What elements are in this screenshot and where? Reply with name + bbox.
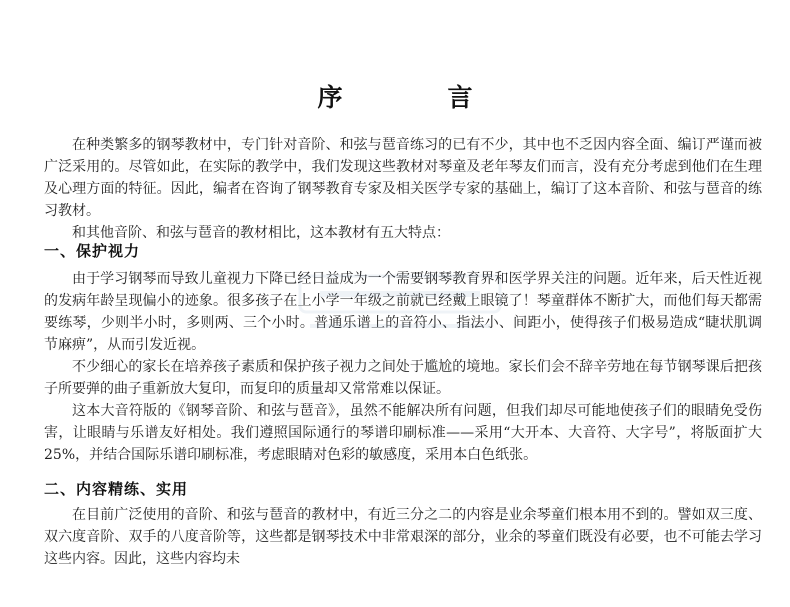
watermark-logo-icon: [290, 268, 510, 338]
section1-paragraph-2: 不少细心的家长在培养孩子素质和保护孩子视力之间处于尴尬的境地。家长们会不辞辛劳地在每节钢琴课后把孩子所要弹的曲子重新放大复印，而复印的质量却又常常难以保证。: [44, 359, 762, 397]
intro-block: [44, 134, 762, 244]
intro-paragraph-1: 在种类繁多的钢琴教材中，专门针对音阶、和弦与琶音练习的已有不少，其中也不乏因内容全面、编订严谨而被广泛采用的。尽管如此，在实际的教学中，我们发现这些教材对琴童及老年琴友们而言，没有充分考虑到他们在生理及心理方面的特征。因此，编者在咨询了钢琴教育专家及相关医学专家的基础上，编订了这本音阶、和弦与琶音的练习教材。: [44, 137, 762, 219]
section1-paragraph-1: 由于学习钢琴而导致儿童视力下降已经日益成为一个需要钢琴教育界和医学界关注的问题。近年来，后天性近视的发病年龄呈现偏小的迹象。很多孩子在上小学一年级之前就已经戴上眼镜了！琴童群体不断扩大，而他们每天都需要练琴，少则半小时，多则两、三个小时。普通乐谱上的音符小、指法小、间距小，使得孩子们极易造成“睫状肌调节麻痹”，从而引发近视。: [44, 271, 762, 353]
section-heading-1: 一、保护视力: [44, 242, 141, 260]
page-title: 序 言: [317, 83, 513, 112]
section-heading-2: 二、内容精练、实用: [44, 480, 189, 498]
section2-paragraph-1: 在目前广泛使用的音阶、和弦与琶音的教材中，有近三分之二的内容是业余琴童们根本用不到的。譬如双三度、双六度音阶、双手的八度音阶等，这些都是钢琴技术中非常艰深的部分，业余的琴童们既没有必要，也不可能去学习这些内容。因此，这些内容均未: [44, 507, 762, 567]
section1-paragraph-3: 这本大音符版的《钢琴音阶、和弦与琶音》，虽然不能解决所有问题，但我们却尽可能地使孩子们的眼睛免受伤害，让眼睛与乐谱友好相处。我们遵照国际通行的琴谱印刷标准——采用“大开本、大音符、大字号”，将版面扩大 25%，并结合国际乐谱印刷标准，考虑眼睛对色彩的敏感度，采用本白色纸张。: [44, 403, 762, 463]
section2-block: [44, 504, 762, 570]
intro-paragraph-2: 和其他音阶、和弦与琶音的教材相比，这本教材有五大特点：: [72, 225, 450, 241]
